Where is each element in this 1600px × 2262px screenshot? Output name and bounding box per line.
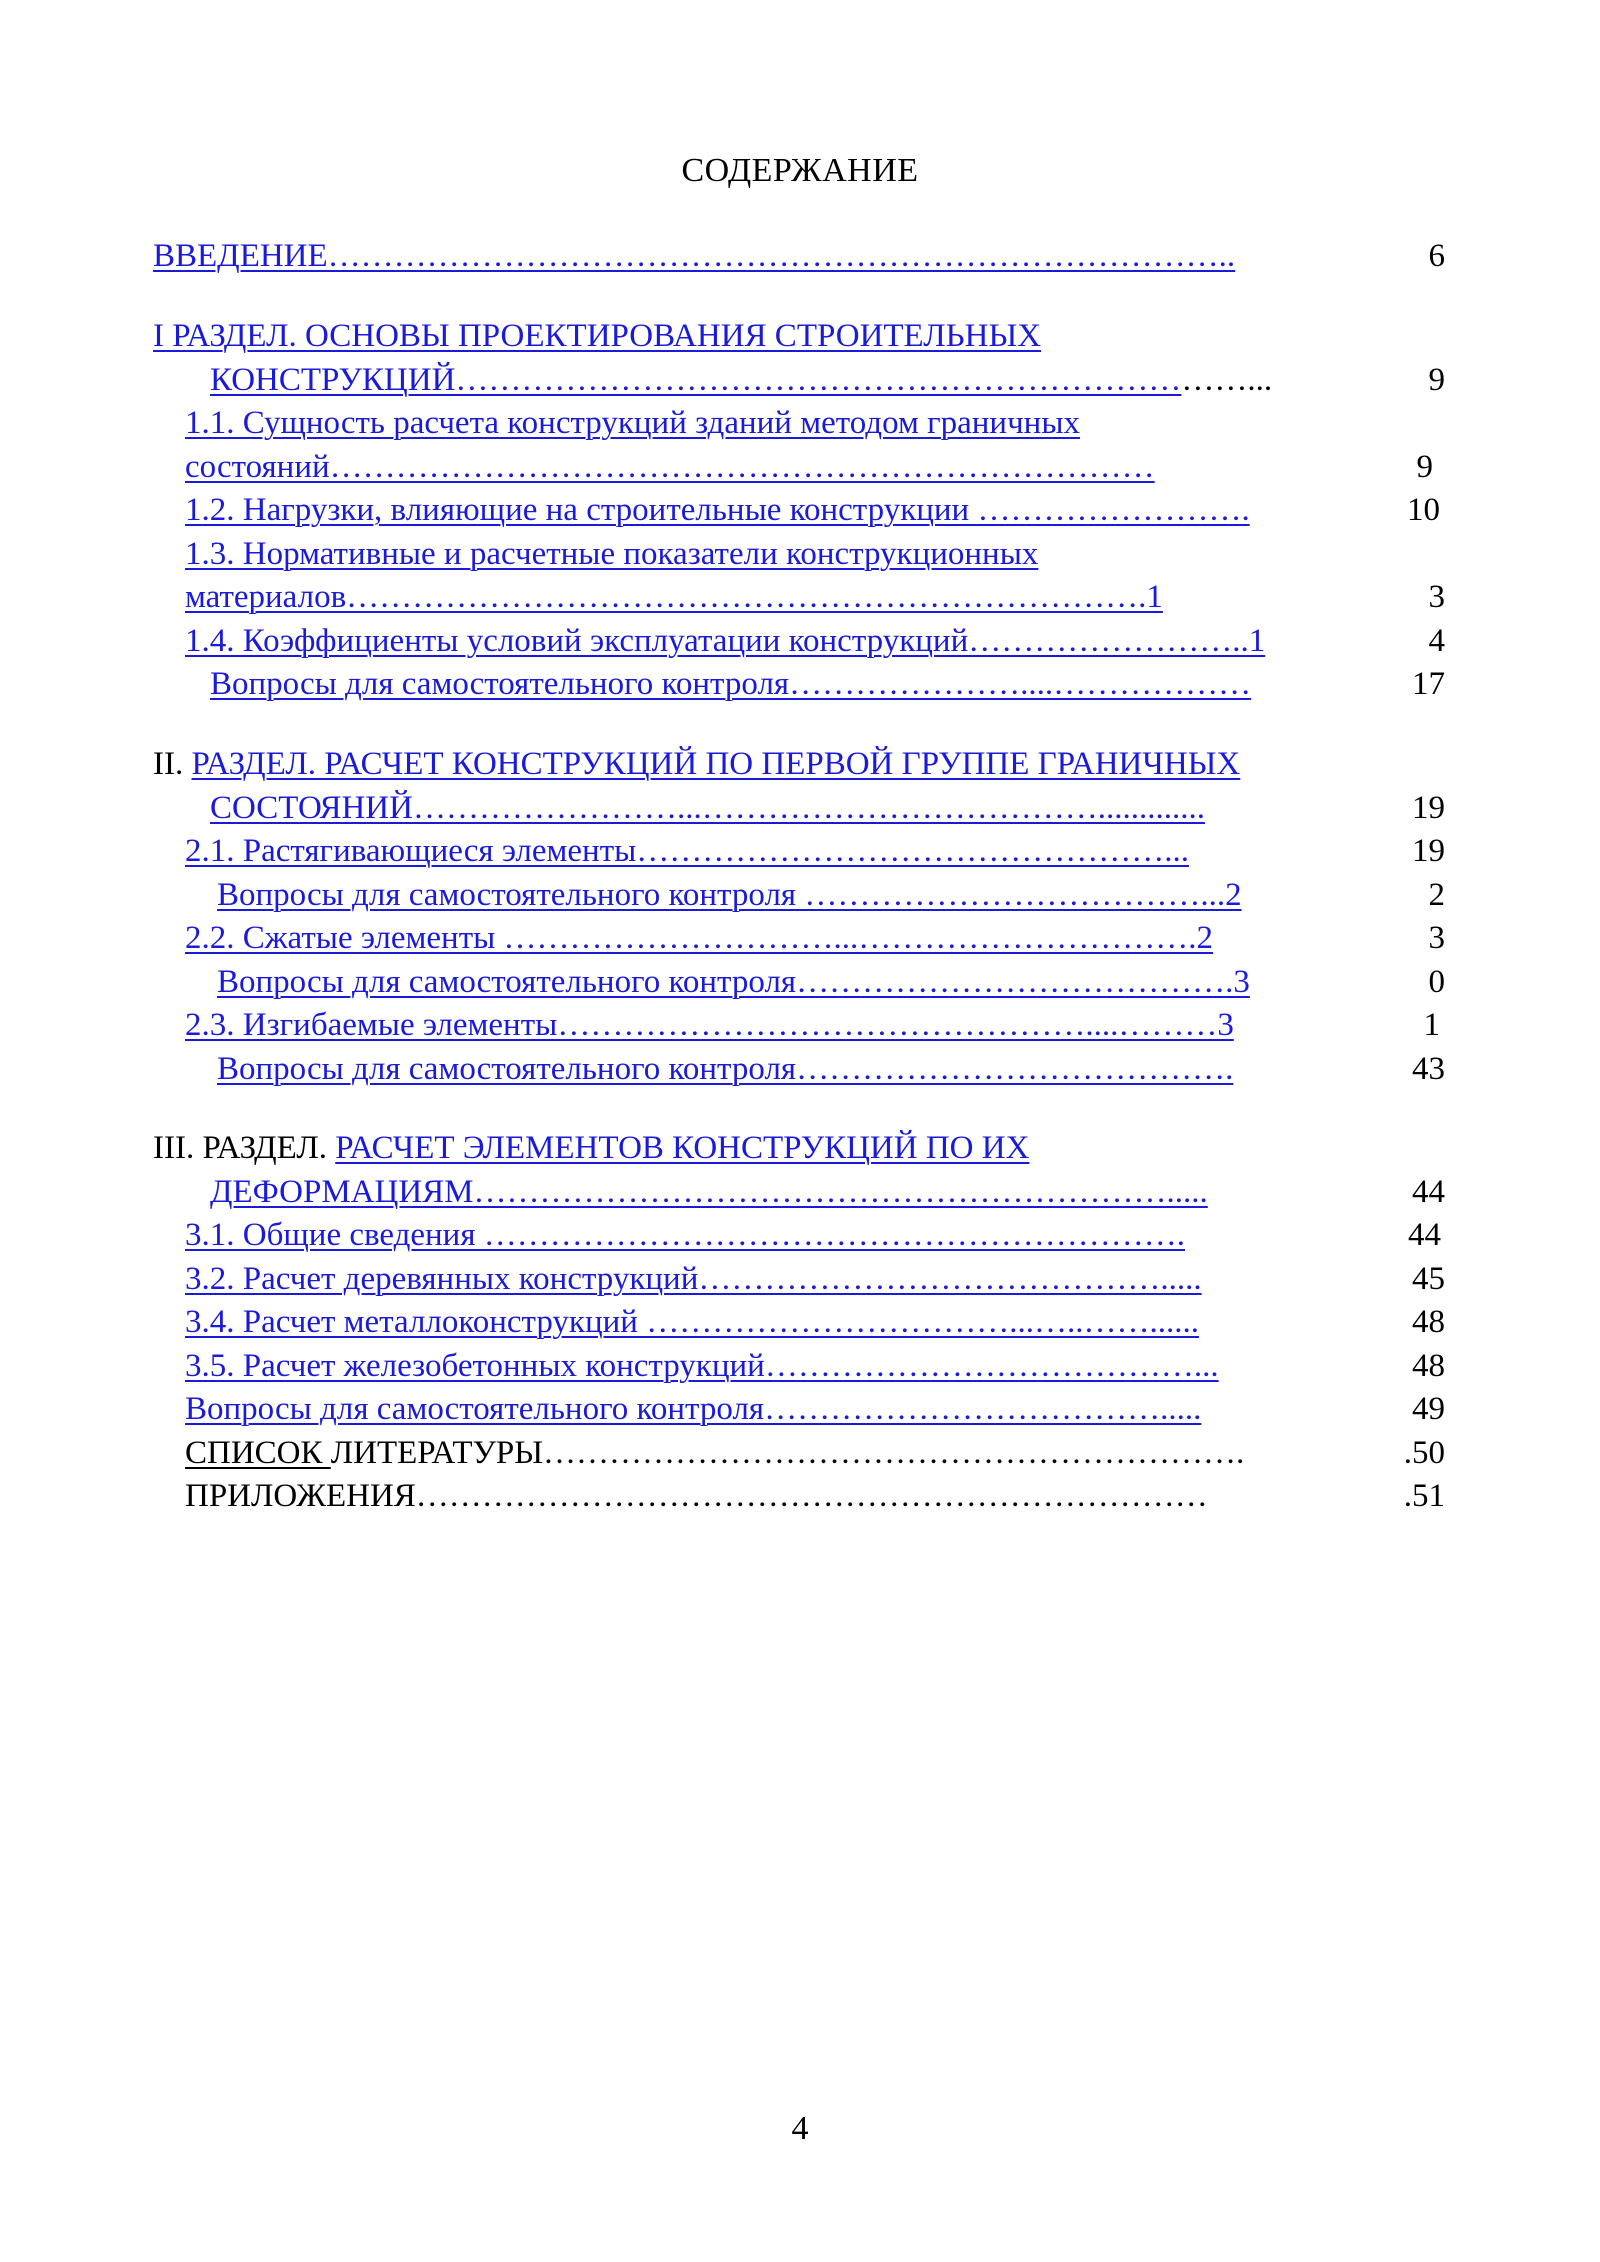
toc-page-number: 9 — [1416, 449, 1433, 485]
toc-entry-2-3-questions[interactable] — [217, 1049, 1445, 1089]
toc-page-number: 44 — [1412, 1174, 1445, 1210]
toc-page-number: 45 — [1412, 1261, 1445, 1297]
toc-section-prefix: II. — [153, 746, 192, 782]
toc-page-number: 48 — [1412, 1304, 1445, 1340]
toc-link[interactable]: РАСЧЕТ ЭЛЕМЕНТОВ КОНСТРУКЦИЙ ПО ИХ — [335, 1130, 1030, 1166]
toc-page-number: 6 — [1428, 238, 1445, 274]
page-number-footer: 4 — [791, 2110, 809, 2147]
toc-link[interactable]: 1.4. Коэффициенты условий эксплуатации конструкций……………………..1 — [185, 623, 1266, 659]
toc-link[interactable]: КОНСТРУКЦИЙ………………………………………………………… — [210, 362, 1182, 398]
toc-link[interactable]: 1.1. Сущность расчета конструкций зданий методом граничных — [185, 405, 1081, 441]
toc-entry-2-2[interactable] — [185, 918, 1445, 958]
toc-entry-1-questions[interactable] — [210, 664, 1445, 704]
toc-page-number: 10 — [1407, 492, 1440, 528]
toc-link[interactable]: ВВЕДЕНИЕ……………………………………………………………………….. — [153, 238, 1236, 274]
toc-link[interactable]: СОСТОЯНИЙ……………………...………………………………............. — [210, 790, 1205, 826]
toc-page-number: 4 — [1428, 623, 1445, 659]
toc-entry-3-5[interactable] — [185, 1346, 1445, 1386]
toc-entry-2-1[interactable] — [185, 831, 1445, 871]
toc-page-number: 2 — [1428, 877, 1445, 913]
page-title: СОДЕРЖАНИЕ — [681, 152, 919, 189]
toc-link[interactable]: ДЕФОРМАЦИЯМ………………………………………………………..... — [210, 1174, 1208, 1210]
toc-link[interactable]: 2.3. Изгибаемые элементы…………………………………………....………3 — [185, 1007, 1234, 1043]
toc-page-number: 3 — [1428, 579, 1445, 615]
toc-page-number: 48 — [1412, 1348, 1445, 1384]
toc-entry-1-3-cont[interactable] — [185, 577, 1445, 617]
toc-section-1-heading[interactable] — [153, 316, 1445, 356]
toc-entry-1-1-cont[interactable] — [185, 447, 1433, 487]
toc-entry-2-2-questions[interactable] — [217, 962, 1445, 1002]
toc-entry-intro[interactable] — [153, 236, 1445, 276]
toc-entry-1-4[interactable] — [185, 621, 1445, 661]
toc-link[interactable]: 3.1. Общие сведения ………………………………………………………. — [185, 1217, 1186, 1253]
toc-entry-2-3[interactable] — [185, 1005, 1440, 1045]
toc-page-number: 1 — [1423, 1007, 1440, 1043]
toc-page-number: 44 — [1408, 1217, 1441, 1253]
toc-link[interactable]: I РАЗДЕЛ. ОСНОВЫ ПРОЕКТИРОВАНИЯ СТРОИТЕЛЬНЫХ — [153, 318, 1042, 354]
toc-page-number: .51 — [1403, 1478, 1445, 1514]
toc-section-3-heading-cont[interactable] — [210, 1172, 1445, 1212]
toc-entry-1-2[interactable] — [185, 490, 1440, 530]
toc-link[interactable]: Вопросы для самостоятельного контроля………………………………..... — [185, 1391, 1202, 1427]
toc-entry-2-1-questions[interactable] — [217, 875, 1445, 915]
toc-page-number: 0 — [1428, 964, 1445, 1000]
toc-link[interactable]: 1.3. Нормативные и расчетные показатели конструкционных — [185, 536, 1039, 572]
toc-link[interactable]: Вопросы для самостоятельного контроля………………………………….3 — [217, 964, 1250, 1000]
toc-page-number: 19 — [1412, 790, 1445, 826]
toc-page-number: 49 — [1412, 1391, 1445, 1427]
toc-entry-appendix — [185, 1476, 1445, 1516]
toc-section-3-heading[interactable] — [153, 1128, 1253, 1168]
toc-link[interactable]: Вопросы для самостоятельного контроля…………………....……………… — [210, 666, 1252, 702]
toc-link[interactable]: 3.5. Расчет железобетонных конструкций…………………………………... — [185, 1348, 1219, 1384]
toc-section-prefix: III. РАЗДЕЛ. — [153, 1130, 336, 1166]
toc-entry-1-1[interactable] — [185, 403, 1285, 443]
toc-entry-text: ЛИТЕРАТУРЫ………………………………………………………. — [330, 1435, 1245, 1471]
toc-entry-text: ПРИЛОЖЕНИЯ……………………………………………………………… — [185, 1478, 1208, 1514]
toc-page-number: 3 — [1428, 920, 1445, 956]
toc-entry-3-questions[interactable] — [185, 1389, 1445, 1429]
toc-dots: ……... — [1181, 362, 1273, 398]
toc-link[interactable]: Вопросы для самостоятельного контроля…………………………………. — [217, 1051, 1234, 1087]
toc-link[interactable]: СПИСОК — [185, 1435, 331, 1471]
toc-page-number: 17 — [1412, 666, 1445, 702]
toc-section-2-heading[interactable] — [153, 744, 1453, 784]
toc-entry-3-2[interactable] — [185, 1259, 1445, 1299]
toc-section-2-heading-cont[interactable] — [210, 788, 1445, 828]
toc-entry-1-3[interactable] — [185, 534, 1285, 574]
toc-link[interactable]: Вопросы для самостоятельного контроля ………………………………...2 — [217, 877, 1242, 913]
toc-page-number: 19 — [1412, 833, 1445, 869]
toc-link[interactable]: РАЗДЕЛ. РАСЧЕТ КОНСТРУКЦИЙ ПО ПЕРВОЙ ГРУППЕ ГРАНИЧНЫХ — [191, 746, 1241, 782]
toc-link[interactable]: состояний………………………………………………………………… — [185, 449, 1155, 485]
toc-link[interactable]: 3.2. Расчет деревянных конструкций……………………………………..... — [185, 1261, 1202, 1297]
toc-entry-3-1[interactable] — [185, 1215, 1441, 1255]
toc-entry-3-4[interactable] — [185, 1302, 1445, 1342]
toc-link[interactable]: 2.1. Растягивающиеся элементы…………………………………………... — [185, 833, 1190, 869]
toc-entry-references[interactable] — [185, 1433, 1445, 1473]
toc-link[interactable]: 2.2. Сжатые элементы …………………………...………………………….2 — [185, 920, 1214, 956]
toc-page-number: 9 — [1428, 362, 1445, 398]
toc-link[interactable]: 3.4. Расчет металлоконструкций ……………………………...…..……...... — [185, 1304, 1199, 1340]
toc-link[interactable]: 1.2. Нагрузки, влияющие на строительные конструкции ……………………. — [185, 492, 1250, 528]
toc-section-1-heading-cont[interactable] — [210, 360, 1445, 400]
toc-link[interactable]: материалов……………………………………………………………….1 — [185, 579, 1163, 615]
toc-page-number: 43 — [1412, 1051, 1445, 1087]
toc-page-number: .50 — [1403, 1435, 1445, 1471]
